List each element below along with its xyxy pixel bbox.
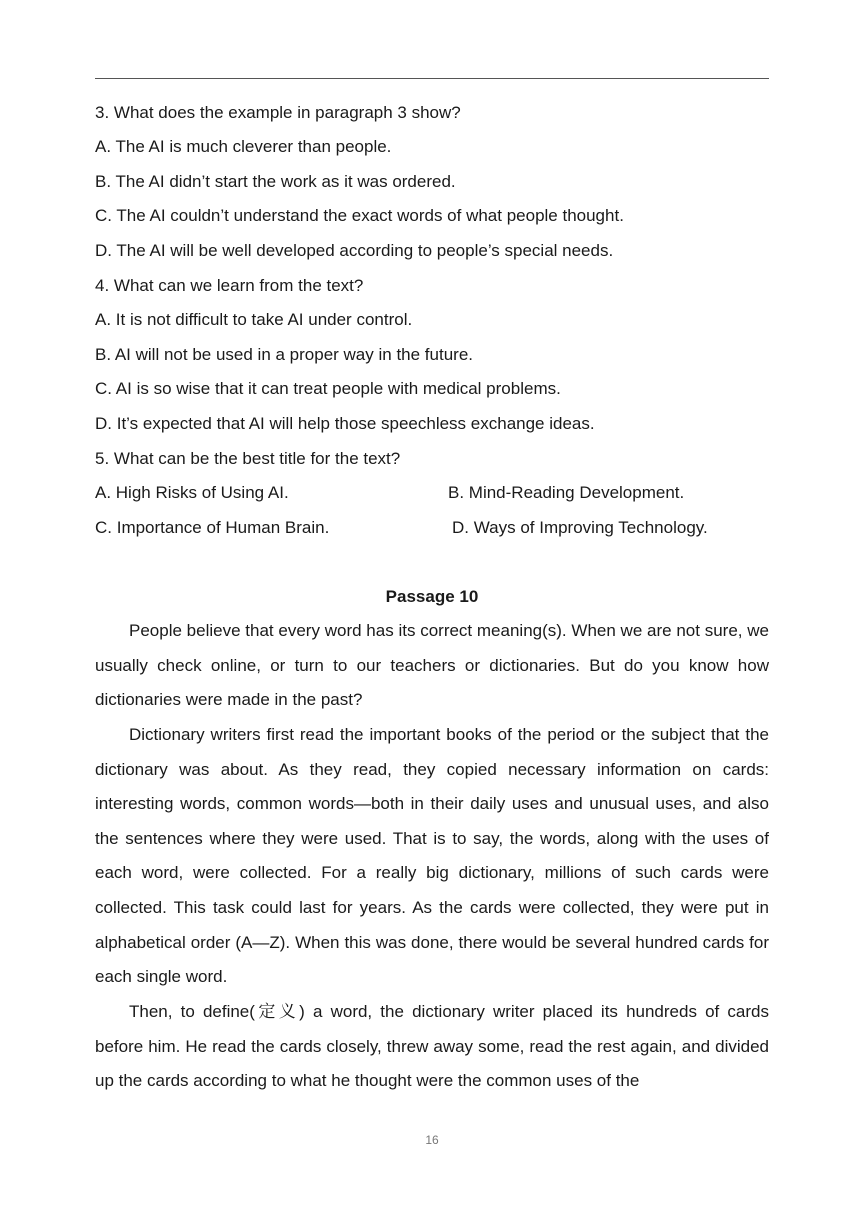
- question-5-option-d: D. Ways of Improving Technology.: [452, 518, 708, 537]
- question-5-option-b: B. Mind-Reading Development.: [448, 483, 685, 502]
- question-3-option-d: D. The AI will be well developed according to people’s special needs.: [95, 241, 614, 260]
- header-rule: [95, 78, 769, 79]
- question-5-option-a: A. High Risks of Using AI.: [95, 483, 289, 502]
- passage-paragraph-2: Dictionary writers first read the important books of the period or the subject that the dictionary was about. As they read, they copied necessary information on cards: interesting words, common words—both in their daily uses and unusual uses, and also the sentences where they were used. That is to say, the words, along with the uses of each word, were collected. For a really big dictionary, millions of such cards were collected. This task could last for years. As the cards were collected, they were put in alphabetical order (A—Z). When this was done, there would be several hundred cards for each single word.: [95, 725, 769, 987]
- question-3-option-c: C. The AI couldn’t understand the exact words of what people thought.: [95, 206, 624, 225]
- question-3-option-a: A. The AI is much cleverer than people.: [95, 137, 392, 156]
- question-4-option-c: C. AI is so wise that it can treat people with medical problems.: [95, 379, 561, 398]
- question-4-option-a: A. It is not difficult to take AI under control.: [95, 310, 413, 329]
- question-3-option-b: B. The AI didn’t start the work as it was ordered.: [95, 172, 456, 191]
- question-5-stem: 5. What can be the best title for the text?: [95, 449, 401, 468]
- question-4-stem: 4. What can we learn from the text?: [95, 276, 364, 295]
- question-4-option-d: D. It’s expected that AI will help those speechless exchange ideas.: [95, 414, 595, 433]
- passage-paragraph-1: People believe that every word has its correct meaning(s). When we are not sure, we usually check online, or turn to our teachers or dictionaries. But do you know how dictionaries were made in the past?: [95, 621, 769, 710]
- passage-paragraph-3: Then, to define(定义) a word, the dictionary writer placed its hundreds of cards before him. He read the cards closely, threw away some, read the rest again, and divided up the cards according to what he thought were the common uses of the: [95, 1002, 769, 1091]
- passage-title: Passage 10: [385, 587, 479, 606]
- question-3-stem: 3. What does the example in paragraph 3 show?: [95, 103, 461, 122]
- page-number: 16: [425, 1133, 439, 1147]
- question-5-option-c: C. Importance of Human Brain.: [95, 518, 330, 537]
- question-4-option-b: B. AI will not be used in a proper way in the future.: [95, 345, 473, 364]
